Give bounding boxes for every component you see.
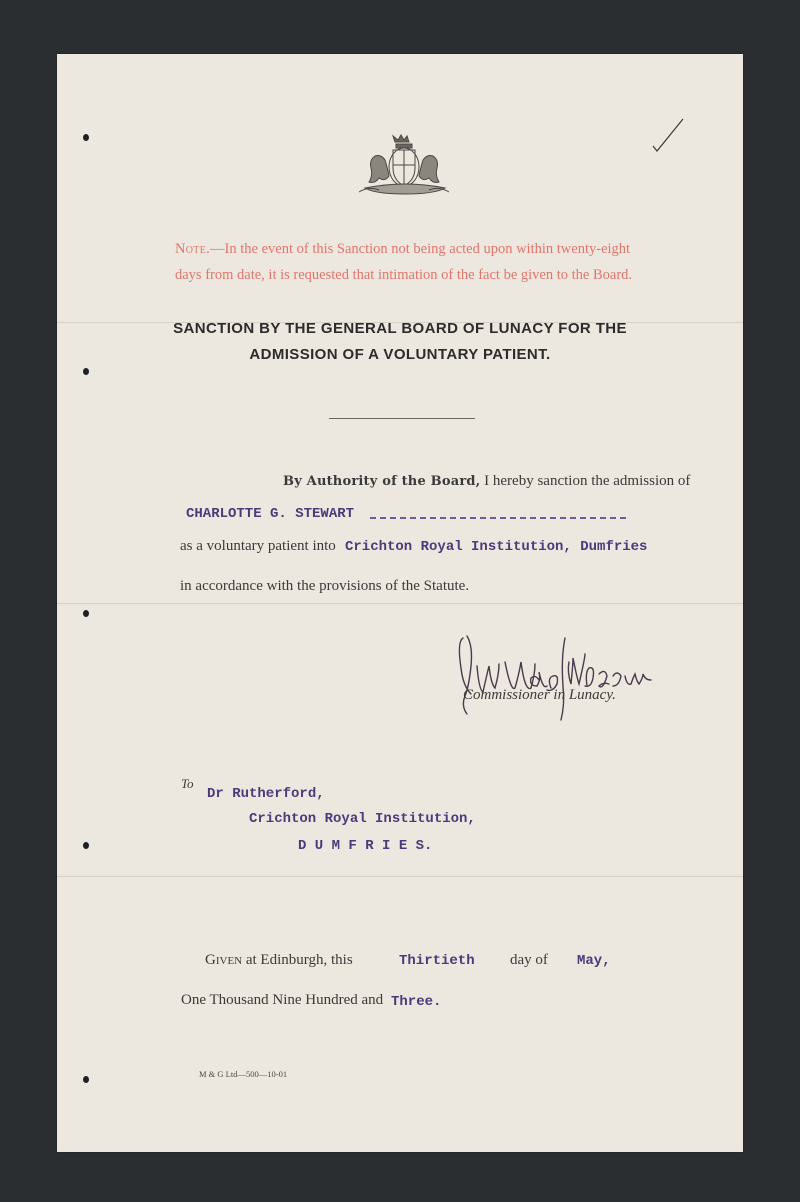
to-label: To [181,776,194,791]
punch-hole [83,842,89,849]
note-line-2: days from date, it is requested that intimation of the fact be given to the Board. [175,267,633,283]
given-month: May, [577,953,611,969]
given-day: Thirtieth [399,953,475,969]
statute-text: in accordance with the provisions of the Statute. [180,578,470,594]
given-text-2: day of [510,952,548,968]
signature-caption: Commissioner in Lunacy. [463,687,616,703]
document-title-line-1: SANCTION BY THE GENERAL BOARD OF LUNACY FOR THE [173,320,627,337]
given-text-1: at Edinburgh, this [245,952,353,968]
punch-hole [83,134,89,141]
patient-name: CHARLOTTE G. STEWART [186,506,355,522]
given-year: Three. [391,994,442,1010]
handwritten-signature [455,632,687,722]
addressee-line-3: D U M F R I E S. [298,838,433,854]
royal-coat-of-arms-icon [345,132,463,202]
check-mark-icon [649,116,689,156]
given-label: Given [205,952,243,968]
document-page [57,54,743,1152]
authority-heading: By Authority of the Board, [283,474,481,489]
given-line-2: One Thousand Nine Hundred and [181,992,384,1008]
note-text-1: —In the event of this Sanction not being acted upon within twenty-eight [210,241,631,257]
punch-hole [83,610,89,617]
divider [329,418,475,419]
authority-line [283,473,690,490]
authority-text: I hereby sanction the admission of [480,473,691,489]
note-line-1 [175,236,645,262]
fold-line [57,876,743,877]
punch-hole [83,1076,89,1083]
note-label: Note. [175,241,211,257]
voluntary-patient-text: as a voluntary patient into [180,538,336,554]
dashed-fill-line [370,517,626,519]
fold-line [57,603,743,604]
addressee-line-1: Dr Rutherford, [207,786,325,802]
addressee-line-2: Crichton Royal Institution, [249,811,476,827]
institution-name: Crichton Royal Institution, Dumfries [345,539,648,555]
document-title-line-2: ADMISSION OF A VOLUNTARY PATIENT. [249,346,551,363]
printer-mark: M & G Ltd—500—10-01 [199,1069,288,1079]
punch-hole [83,368,89,375]
given-line-1 [205,952,353,969]
